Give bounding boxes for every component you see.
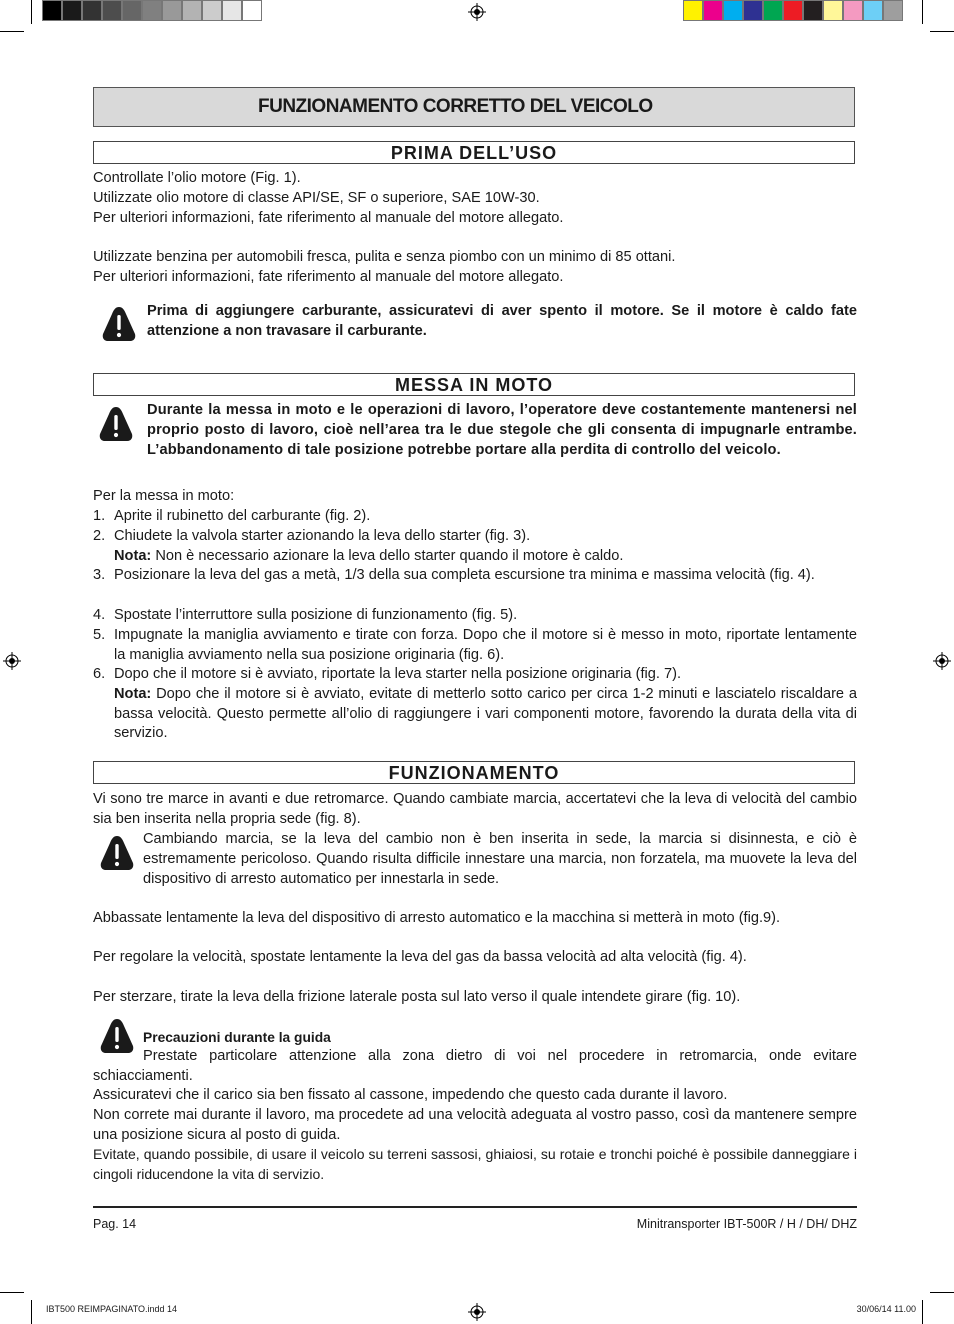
list-item (93, 507, 857, 527)
step-number: 6. (93, 666, 106, 682)
step-number: 4. (93, 607, 106, 623)
list-item (93, 606, 857, 626)
color-swatch (222, 0, 242, 21)
paragraph: Per regolare la velocità, spostate lentamente la leva del gas da bassa velocità ad alta velocità (fig. 4). (93, 949, 747, 965)
note-text: Non è necessario azionare la leva dello starter quando il motore è caldo. (151, 547, 624, 564)
color-swatch (82, 0, 102, 21)
color-swatch (703, 0, 723, 21)
text-line: Per ulteriori informazioni, fate riferimento al manuale del motore allegato. (93, 269, 564, 285)
page-title: FUNZIONAMENTO CORRETTO DEL VEICOLO (93, 87, 855, 127)
list-item (93, 665, 857, 744)
caution-title: Precauzioni durante la guida (143, 1030, 331, 1045)
color-swatch (242, 0, 262, 21)
note-label: Nota: (114, 685, 152, 702)
color-swatch (883, 0, 903, 21)
registration-mark-icon (3, 652, 21, 670)
step-text: Posizionare la leva del gas a metà, 1/3 della sua completa escursione tra minima e massima velocità (fig. 4). (114, 567, 815, 583)
caution-text: Evitate, quando possibile, di usare il veicolo su terreni sassosi, ghiaiosi, su rotaie e tronchi poiché è possibile danneggiare i cingoli riducendone la vita di servizio. (93, 1146, 857, 1182)
registration-mark-icon (468, 3, 486, 21)
list-item (93, 527, 857, 567)
warning-icon (98, 406, 134, 442)
step-text: Impugnate la maniglia avviamento e tirate con forza. Dopo che il motore si è messo in moto, riportate lentamente la maniglia avviamento nella sua posizione originaria (fig. 6). (114, 627, 857, 663)
crop-mark (922, 1300, 923, 1324)
crop-mark (31, 1300, 32, 1324)
note-label: Nota: (114, 547, 152, 564)
crop-mark (0, 1292, 24, 1293)
slug-filename: IBT500 REIMPAGINATO.indd 14 (46, 1304, 178, 1314)
crop-mark (930, 1292, 954, 1293)
footer-rule (93, 1206, 857, 1208)
crop-mark (0, 31, 24, 32)
step-number: 2. (93, 528, 106, 544)
warning-text-operator: Durante la messa in moto e le operazioni di lavoro, l’operatore deve costantemente mantenersi nel proprio posto di lavoro, cioè nell’area tra le due stegole che gli consenta di impugnarle entrambe. L’abbandonamento di tale posizione potrebbe portare alla perdita di controllo del veicolo. (147, 402, 857, 458)
section-heading-messa: MESSA IN MOTO (93, 373, 855, 396)
caution-text: Non correte mai durante il lavoro, ma procedete ad una velocità adeguata al vostro passo, così da mantenere sempre una posizione sicura al posto di guida. (93, 1107, 857, 1143)
warning-icon (99, 835, 135, 871)
color-swatch (683, 0, 703, 21)
color-swatch (823, 0, 843, 21)
registration-mark-icon (933, 652, 951, 670)
color-swatch (122, 0, 142, 21)
step-text: Dopo che il motore si è avviato, riportate la leva starter nella posizione originaria (fig. 7). (114, 666, 681, 682)
text-line: Utilizzate benzina per automobili fresca, pulita e senza piombo con un minimo di 85 ottani. (93, 249, 676, 265)
color-swatch (182, 0, 202, 21)
caution-text: Prestate particolare attenzione alla zona dietro di voi nel procedere in retromarcia, onde evitare schiacciamenti. (93, 1048, 857, 1084)
grayscale-swatches (42, 0, 262, 21)
section-heading-prima: PRIMA DELL’USO (93, 141, 855, 164)
color-swatch (843, 0, 863, 21)
steps-intro: Per la messa in moto: (93, 488, 235, 504)
color-swatch (62, 0, 82, 21)
list-item (93, 566, 857, 586)
color-swatch (723, 0, 743, 21)
paragraph: Per sterzare, tirate la leva della frizione laterale posta sul lato verso il quale intendete girare (fig. 10). (93, 989, 741, 1005)
gears-intro: Vi sono tre marce in avanti e due retromarce. Quando cambiate marcia, accertatevi che la leva di velocità del cambio sia ben inserita nella propria sede (fig. 8). (93, 791, 857, 827)
product-name: Minitransporter IBT-500R / H / DH/ DHZ (636, 1217, 857, 1231)
crop-mark (930, 31, 954, 32)
color-swatch (803, 0, 823, 21)
color-swatches (683, 0, 903, 21)
color-swatch (763, 0, 783, 21)
text-line: Utilizzate olio motore di classe API/SE, SF o superiore, SAE 10W-30. (93, 190, 540, 206)
list-item (93, 626, 857, 666)
color-swatch (162, 0, 182, 21)
registration-mark-icon (468, 1303, 486, 1321)
page-number: Pag. 14 (93, 1217, 137, 1231)
text-line: Per ulteriori informazioni, fate riferimento al manuale del motore allegato. (93, 210, 564, 226)
color-swatch (783, 0, 803, 21)
step-text: Aprite il rubinetto del carburante (fig. 2). (114, 508, 371, 524)
color-swatch (743, 0, 763, 21)
color-swatch (142, 0, 162, 21)
crop-mark (31, 0, 32, 24)
color-swatch (863, 0, 883, 21)
color-swatch (42, 0, 62, 21)
text-line: Controllate l’olio motore (Fig. 1). (93, 170, 301, 186)
color-swatch (202, 0, 222, 21)
step-number: 1. (93, 508, 106, 524)
crop-mark (922, 0, 923, 24)
step-text: Chiudete la valvola starter azionando la leva dello starter (fig. 3). (114, 528, 531, 544)
note-text: Dopo che il motore si è avviato, evitate di metterlo sotto carico per circa 1-2 minuti e lasciatelo riscaldare a bassa velocità. Questo permette all’olio di raggiungere i vari componenti motore, favorendo la durata della vita di servizio. (114, 685, 857, 742)
warning-text-fuel: Prima di aggiungere carburante, assicuratevi di aver spento il motore. Se il motore è caldo fate attenzione a non travasare il carburante. (147, 303, 857, 339)
warning-icon (101, 306, 137, 342)
caution-text: Assicuratevi che il carico sia ben fissato al cassone, impedendo che questo cada durante il lavoro. (93, 1087, 728, 1103)
color-swatch (102, 0, 122, 21)
slug-date: 30/06/14 11.00 (856, 1304, 916, 1314)
section-heading-funzionamento: FUNZIONAMENTO (93, 761, 855, 784)
paragraph: Abbassate lentamente la leva del dispositivo di arresto automatico e la macchina si metterà in moto (fig.9). (93, 910, 781, 926)
step-number: 5. (93, 627, 106, 643)
step-text: Spostate l’interruttore sulla posizione di funzionamento (fig. 5). (114, 607, 518, 623)
step-number: 3. (93, 567, 106, 583)
warning-text-gears: Cambiando marcia, se la leva del cambio non è ben inserita in sede, la marcia si disinnesta, e ciò è estremamente pericoloso. Quando risulta difficile innestare una marcia, non forzatela, ma muovete la leva del dispositivo di arresto automatico per innestarla in sede. (143, 831, 857, 887)
